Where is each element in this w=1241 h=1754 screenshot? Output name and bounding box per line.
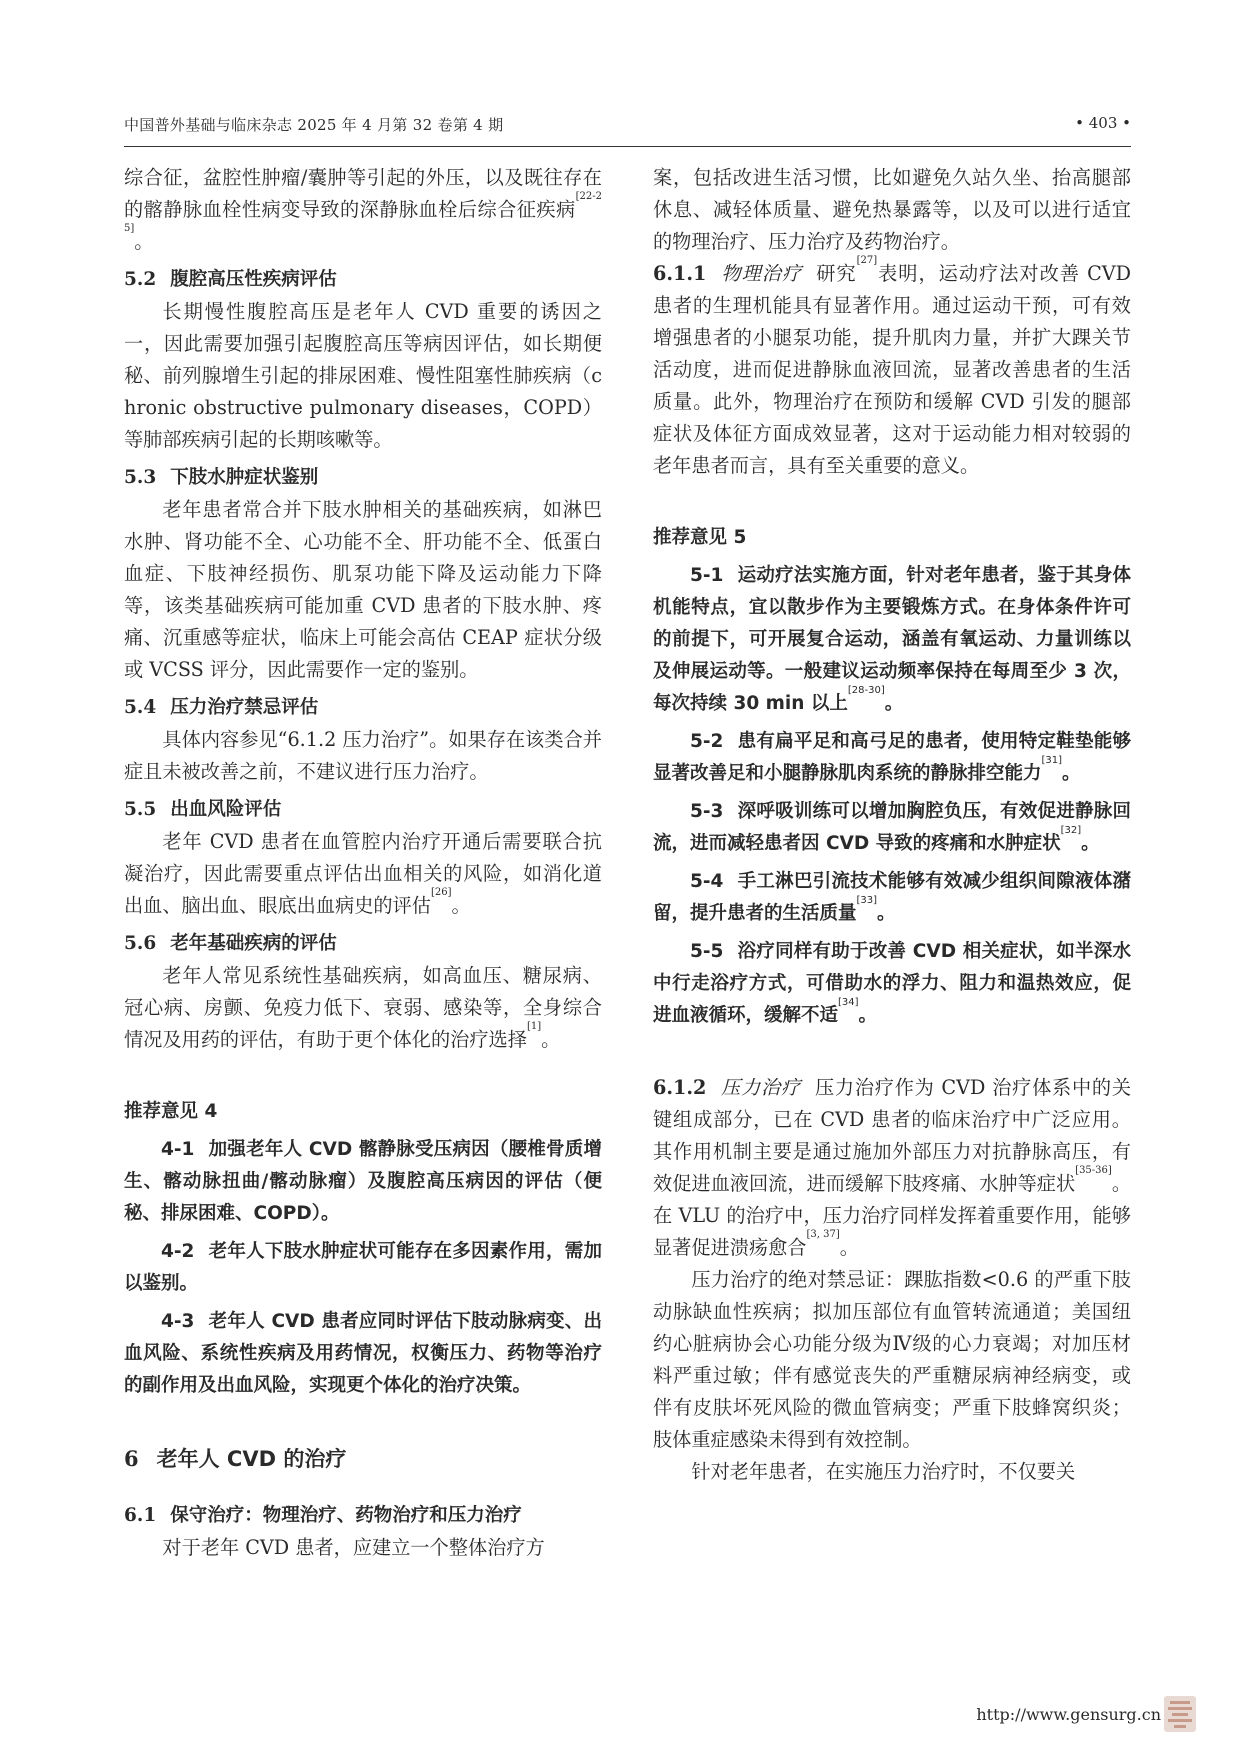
recommendation-title: 推荐意见 5 xyxy=(653,527,747,548)
recommendation-item: 4-1 加强老年人 CVD 髂静脉受压病因（腰椎骨质增生、髂动脉扭曲/髂动脉瘤）及腹腔高压病因的评估（便秘、排尿困难、COPD）。 xyxy=(124,1139,602,1224)
journal-logo-icon xyxy=(1162,1694,1198,1734)
recommendation-title: 推荐意见 4 xyxy=(124,1101,218,1122)
section-heading-5-4: 5.4 压力治疗禁忌评估 xyxy=(124,697,319,718)
left-column xyxy=(124,162,602,1564)
paragraph: 老年人常见系统性基础疾病，如高血压、糖尿病、冠心病、房颤、免疫力低下、衰弱、感染等，全身综合情况及用药的评估，有助于更个体化的治疗选择[1]。 xyxy=(124,964,602,1051)
recommendation-item: 4-2 老年人下肢水肿症状可能存在多因素作用，需加以鉴别。 xyxy=(124,1241,602,1294)
recommendation-item: 5-4 手工淋巴引流技术能够有效减少组织间隙液体潴留，提升患者的生活质量[33]。 xyxy=(653,871,1131,924)
right-column xyxy=(653,162,1131,1488)
section-heading-5-6: 5.6 老年基础疾病的评估 xyxy=(124,933,337,954)
footer-url[interactable]: http://www.gensurg.cn xyxy=(976,1705,1161,1724)
section-heading-5-3: 5.3 下肢水肿症状鉴别 xyxy=(124,467,319,488)
recommendation-item: 5-5 浴疗同样有助于改善 CVD 相关症状，如半深水中行走浴疗方式，可借助水的浮力、阻力和温热效应，促进血液循环，缓解不适[34]。 xyxy=(653,941,1131,1026)
section-heading-6-1: 6.1 保守治疗：物理治疗、药物治疗和压力治疗 xyxy=(124,1505,522,1526)
subsection-6-1-1: 6.1.1 物理治疗 研究[27]表明，运动疗法对改善 CVD 患者的生理机能具有显著作用。通过运动干预，可有效增强患者的小腿泵功能，提升肌肉力量，并扩大踝关节活动度，进而促进静脉血液回流，显著改善患者的生活质量。此外，物理治疗在预防和缓解 CVD 引发的腿部症状及体征方面成效显著，这对于运动能力相对较弱的老年患者而言，具有至关重要的意义。 xyxy=(653,255,1132,477)
paragraph: 对于老年 CVD 患者，应建立一个整体治疗方 xyxy=(162,1536,545,1559)
page-number: • 403 • xyxy=(1075,114,1131,132)
paragraph: 老年 CVD 患者在血管腔内治疗开通后需要联合抗凝治疗，因此需要重点评估出血相关的风险，如消化道出血、脑出血、眼底出血病史的评估[26]。 xyxy=(124,830,602,917)
recommendation-item: 5-3 深呼吸训练可以增加胸腔负压，有效促进静脉回流，进而减轻患者因 CVD 导致的疼痛和水肿症状[32]。 xyxy=(653,801,1131,854)
paragraph: 长期慢性腹腔高压是老年人 CVD 重要的诱因之一，因此需要加强引起腹腔高压等病因评估，如长期便秘、前列腺增生引起的排尿困难、慢性阻塞性肺疾病（chronic obstructive pulmonary diseases，COPD）等肺部疾病引起的长期咳嗽等。 xyxy=(124,300,602,451)
paragraph: 压力治疗的绝对禁忌证：踝肱指数<0.6 的严重下肢动脉缺血性疾病；拟加压部位有血管转流通道；美国纽约心脏病协会心功能分级为Ⅳ级的心力衰竭；对加压材料严重过敏；伴有感觉丧失的严重糖尿病神经病变，或伴有皮肤坏死风险的微血管病变；严重下肢蜂窝织炎；肢体重症感染未得到有效控制。 xyxy=(653,1268,1131,1451)
page-header xyxy=(124,100,1131,147)
subsection-6-1-2: 6.1.2 压力治疗 压力治疗作为 CVD 治疗体系中的关键组成部分，已在 CVD 患者的临床治疗中广泛应用。其作用机制主要是通过施加外部压力对抗静脉高压，有效促进血液回流，进而缓解下肢疼痛、水肿等症状[35-36]。在 VLU 的治疗中，压力治疗同样发挥着重要作用，能够显著促进溃疡愈合[3, 37]。 xyxy=(653,1076,1132,1259)
section-heading-5-5: 5.5 出血风险评估 xyxy=(124,799,282,820)
paragraph: 老年患者常合并下肢水肿相关的基础疾病，如淋巴水肿、肾功能不全、心功能不全、肝功能不全、低蛋白血症、下肢神经损伤、肌泵功能下降及运动能力下降等，该类基础疾病可能加重 CVD 患者的下肢水肿、疼痛、沉重感等症状，临床上可能会高估 CEAP 症状分级或 VCSS 评分，因此需要作一定的鉴别。 xyxy=(124,498,602,681)
section-heading-6: 6 老年人 CVD 的治疗 xyxy=(124,1446,347,1471)
recommendation-item: 5-2 患有扁平足和高弓足的患者，使用特定鞋垫能够显著改善足和小腿静脉肌肉系统的静脉排空能力[31]。 xyxy=(653,731,1131,784)
recommendation-item: 5-1 运动疗法实施方面，针对老年患者，鉴于其身体机能特点，宜以散步作为主要锻炼方式。在身体条件许可的前提下，可开展复合运动，涵盖有氧运动、力量训练以及伸展运动等。一般建议运动频率保持在每周至少 3 次，每次持续 30 min 以上[28-30]。 xyxy=(653,565,1131,714)
section-heading-5-2: 5.2 腹腔高压性疾病评估 xyxy=(124,269,337,290)
paragraph: 具体内容参见“6.1.2 压力治疗”。如果存在该类合并症且未被改善之前，不建议进行压力治疗。 xyxy=(124,728,602,783)
paragraph: 案，包括改进生活习惯，比如避免久站久坐、抬高腿部休息、减轻体质量、避免热暴露等，以及可以进行适宜的物理治疗、压力治疗及药物治疗。 xyxy=(653,166,1131,253)
recommendation-item: 4-3 老年人 CVD 患者应同时评估下肢动脉病变、出血风险、系统性疾病及用药情况，权衡压力、药物等治疗的副作用及出血风险，实现更个体化的治疗决策。 xyxy=(124,1311,602,1396)
paragraph: 综合征，盆腔性肿瘤/囊肿等引起的外压，以及既往存在的髂静脉血栓性病变导致的深静脉血栓后综合征疾病[22-25]。 xyxy=(124,166,602,253)
journal-title: 中国普外基础与临床杂志 2025 年 4 月第 32 卷第 4 期 xyxy=(124,116,504,134)
paragraph: 针对老年患者，在实施压力治疗时，不仅要关 xyxy=(691,1460,1076,1483)
